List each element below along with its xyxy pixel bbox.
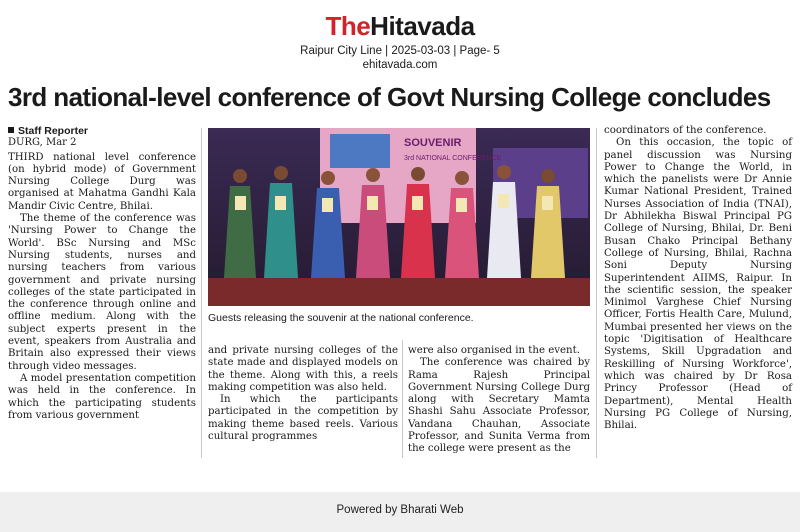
logo-prefix: The bbox=[325, 11, 371, 41]
banner-title: SOUVENIR bbox=[404, 137, 462, 149]
article-headline: 3rd national-level conference of Govt Nursing College concludes bbox=[8, 82, 771, 112]
powered-by-link[interactable]: Powered by Bharati Web bbox=[336, 504, 464, 516]
paragraph: were also organised in the event. bbox=[408, 345, 580, 356]
article-photo[interactable] bbox=[208, 128, 590, 306]
edition-line: Raipur City Line | 2025-03-03 | Page- 5 bbox=[300, 45, 500, 57]
banner-subtitle: 3rd NATIONAL CONFERENCE bbox=[404, 155, 502, 162]
paragraph: The theme of the conference was 'Nursing Power to Change the World'. BSc Nursing and MSc Nursing students, nurses and nursing teachers from various government and private nursing colleges of the state participated in the conference through online and offline medium. Along with the subject experts present in the event, speakers from Australia and Britain also expressed their views through video messages. bbox=[8, 213, 196, 372]
article-column-4 bbox=[604, 125, 792, 432]
photo-caption: Guests releasing the souvenir at the national conference. bbox=[208, 312, 474, 324]
column-divider bbox=[402, 340, 403, 458]
byline-square-icon bbox=[8, 127, 14, 133]
dateline: DURG, Mar 2 bbox=[8, 137, 77, 149]
paragraph: In which the participants participated in the competition by making theme based reels. Various cultural programmes bbox=[208, 394, 398, 443]
column-divider bbox=[201, 128, 202, 458]
article-column-2 bbox=[208, 345, 398, 443]
byline bbox=[8, 125, 196, 137]
site-link[interactable]: ehitavada.com bbox=[362, 59, 438, 71]
newspaper-logo[interactable] bbox=[0, 12, 800, 40]
masthead bbox=[0, 12, 800, 72]
paragraph: coordinators of the conference. bbox=[604, 125, 767, 136]
photo-illustration bbox=[208, 128, 590, 306]
column-divider bbox=[596, 128, 597, 458]
footer-bar bbox=[0, 492, 800, 532]
paragraph: A model presentation competition was held in the conference. In which the participating students from various government bbox=[8, 372, 196, 421]
article-column-1 bbox=[8, 125, 196, 422]
article-column-3 bbox=[408, 345, 590, 456]
byline-text: Staff Reporter bbox=[18, 125, 89, 137]
logo-name: Hitavada bbox=[370, 11, 475, 41]
paragraph: On this occasion, the topic of panel discussion was Nursing Power to Change the World, in which the panelists were Dr Annie Kumar National President, Trained Nurses Association of India (TNAI), Dr Abhilekha Biswal Principal PG College of Nursing, Bhilai, Dr. Beni Busan Chako Principal Bethany College of Nursing, Bhilai, Rachna Soni Deputy Nursing Superintendent AIIMS, Raipur. In the scientific session, the speaker Minimol Varghese Chief Nursing Officer, Fortis Health Care, Mulund, Mumbai presented her views on the topic 'Digitisation of Healthcare Systems, Skill Upgradation and Reskilling of Nursing Workforce', which was chaired by Dr Rosa Princy Professor (Head of Department), Mental Health Nursing PG College of Nursing, Bhilai. bbox=[604, 137, 792, 432]
paragraph: and private nursing colleges of the state made and displayed models on the theme. Along with this, a reels making competition was also held. bbox=[208, 345, 398, 393]
paragraph: The conference was chaired by Rama Rajesh Principal Government Nursing College Durg along with Secretary Mamta Shashi Sahu Associate Professor, Vandana Chauhan, Associate Professor, and Sunita Verma from the college were present as the bbox=[408, 357, 590, 455]
paragraph: THIRD national level conference (on hybrid mode) of Government Nursing College Durg was organised at Mahatma Gandhi Kala Mandir Civic Centre, Bhilai. bbox=[8, 151, 196, 212]
